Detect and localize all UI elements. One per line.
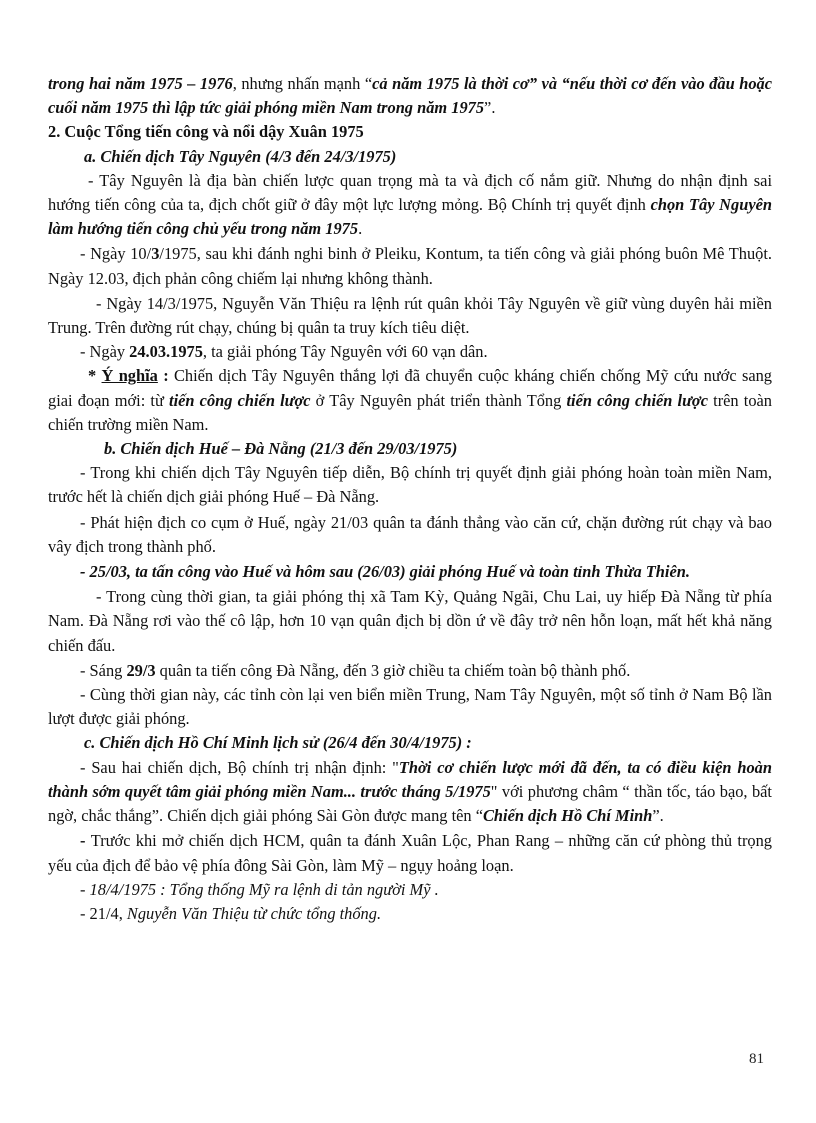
paragraph-meaning	[48, 364, 772, 437]
meaning-text-1: Chiến dịch Tây Nguyên thắng lợi đã chuyển cuộc kháng chiến chống Mỹ cứu nước sang giai đoạn mới: từ	[48, 366, 772, 410]
a4-text-2: , ta giải phóng Tây Nguyên với 60 vạn dân.	[202, 342, 488, 362]
b5-text-1: - Sáng	[80, 660, 127, 680]
meaning-colon: :	[157, 366, 169, 386]
c4-text-1: - 21/4,	[80, 903, 127, 923]
meaning-star: *	[88, 366, 102, 386]
page-number: 81	[749, 1051, 764, 1067]
subsection-a-title: a. Chiến dịch Tây Nguyên (4/3 đến 24/3/1975)	[84, 146, 397, 166]
c2-dash: -	[80, 831, 91, 851]
a2-text-2: /1975	[159, 244, 197, 264]
c1-text-2: " với phương châm “ thần tốc, táo bạo, bất ngờ, chắc thắng”. Chiến dịch giải phóng Sài Gòn được mang tên “	[48, 781, 772, 826]
intro-em-2: cả năm 1975 là thời cơ” và “nếu thời cơ đến vào đầu hoặc cuối năm 1975 thì lập tức giải phóng miền Nam trong năm 1975	[48, 74, 772, 118]
subsection-b-title: b. Chiến dịch Huế – Đà Nẵng (21/3 đến 29/03/1975)	[104, 439, 458, 459]
intro-em-1: trong hai năm 1975 – 1976	[48, 74, 233, 93]
a2-text-1: - Ngày 10/	[80, 244, 152, 264]
paragraph-a4	[48, 340, 772, 364]
c1-emphasis-2: Chiến dịch Hồ Chí Minh	[482, 806, 653, 826]
meaning-text-3: trên toàn chiến trường miền Nam.	[48, 390, 772, 434]
section-heading: 2. Cuộc Tổng tiến công và nổi dậy Xuân 1975	[48, 122, 364, 142]
paragraph-b5	[48, 659, 772, 683]
a2-text-3: , sau khi đánh nghi binh ở Pleiku, Kontum, ta tiến công và giải phóng buôn Mê Thuột. Ngày 12.03, địch phản công chiếm lại nhưng không thành.	[48, 244, 772, 288]
paragraph-a1	[48, 169, 772, 242]
a4-bold: 24.03.1975	[129, 342, 203, 362]
paragraph-a3: - Ngày 14/3/1975, Nguyễn Văn Thiệu ra lệnh rút quân khỏi Tây Nguyên về giữ vùng duyên hải miền Trung. Trên đường rút chạy, chúng bị quân ta truy kích tiêu diệt.	[48, 293, 772, 338]
meaning-label: Ý nghĩa	[101, 366, 158, 386]
paragraph-b6: - Cùng thời gian này, các tỉnh còn lại ven biển miền Trung, Nam Tây Nguyên, một số tỉnh ở Nam Bộ lần lượt được giải phóng.	[48, 685, 772, 729]
a1-emphasis: chọn Tây Nguyên làm hướng tiến công chủ yếu trong năm 1975	[48, 195, 772, 239]
subsection-c-title: c. Chiến dịch Hồ Chí Minh lịch sử (26/4 đến 30/4/1975) :	[84, 733, 472, 753]
meaning-em-2: tiến công chiến lược	[566, 390, 708, 410]
meaning-text-2: ở Tây Nguyên phát triển thành Tổng	[310, 390, 567, 410]
a2-bold: 3	[151, 244, 160, 264]
a1-end: .	[358, 219, 363, 239]
paragraph-c3: - 18/4/1975 : Tổng thống Mỹ ra lệnh di tản người Mỹ .	[80, 879, 439, 899]
a4-text-1: - Ngày	[80, 342, 130, 362]
c1-text-3: ”.	[652, 806, 664, 826]
intro-text-2: ”.	[484, 98, 496, 118]
paragraph-b2: - Phát hiện địch co cụm ở Huế, ngày 21/03 quân ta đánh thẳng vào căn cứ, chặn đường rút chạy và bao vây địch trong thành phố.	[48, 512, 772, 556]
b5-bold: 29/3	[126, 660, 156, 680]
paragraph-c4	[48, 902, 772, 926]
paragraph-b4: - Trong cùng thời gian, ta giải phóng thị xã Tam Kỳ, Quảng Ngãi, Chu Lai, uy hiếp Đà Nẵng từ phía Nam. Đà Nẵng rơi vào thế cô lập, hơn 10 vạn quân địch bị dồn ứ về đây trở nên hỗn loạn, mất hết khả năng chiến đấu.	[48, 587, 772, 655]
paragraph-c2	[48, 829, 772, 877]
c4-italic: Nguyễn Văn Thiệu từ chức tổng thống.	[126, 903, 382, 923]
a1-text: - Tây Nguyên là địa bàn chiến lược quan trọng mà ta và địch cố nắm giữ. Nhưng do nhận định sai hướng tiến công của ta, địch chốt giữ ở đây một lực lượng mỏng. Bộ Chính trị quyết định	[48, 170, 772, 215]
intro-paragraph	[48, 72, 772, 120]
meaning-em-1: tiến công chiến lược	[169, 390, 311, 410]
paragraph-a2	[48, 242, 772, 290]
c1-emphasis: Thời cơ chiến lược mới đã đến, ta có điều kiện hoàn thành sớm quyết tâm giải phóng miền Nam... trước tháng 5/1975	[48, 757, 772, 801]
document-page	[48, 72, 772, 926]
paragraph-b1: - Trong khi chiến dịch Tây Nguyên tiếp diễn, Bộ chính trị quyết định giải phóng hoàn toàn miền Nam, trước hết là chiến dịch giải phóng Huế – Đà Nẵng.	[48, 463, 772, 507]
b5-text-2: quân ta tiến công Đà Nẵng, đến 3 giờ chiều ta chiếm toàn bộ thành phố.	[155, 660, 631, 680]
c2-text: Trước khi mở chiến dịch HCM, quân ta đánh Xuân Lộc, Phan Rang – những căn cứ phòng thủ trọng yếu của địch để bảo vệ phía đông Sài Gòn, làm Mỹ – ngụy hoảng loạn.	[48, 831, 772, 875]
intro-text-1: , nhưng nhấn mạnh “	[232, 74, 373, 93]
paragraph-c1	[48, 756, 772, 829]
c1-text-1: - Sau hai chiến dịch, Bộ chính trị nhận định: "	[80, 757, 399, 777]
paragraph-b3: - 25/03, ta tấn công vào Huế và hôm sau (26/03) giải phóng Huế và toàn tỉnh Thừa Thiên.	[80, 562, 690, 582]
